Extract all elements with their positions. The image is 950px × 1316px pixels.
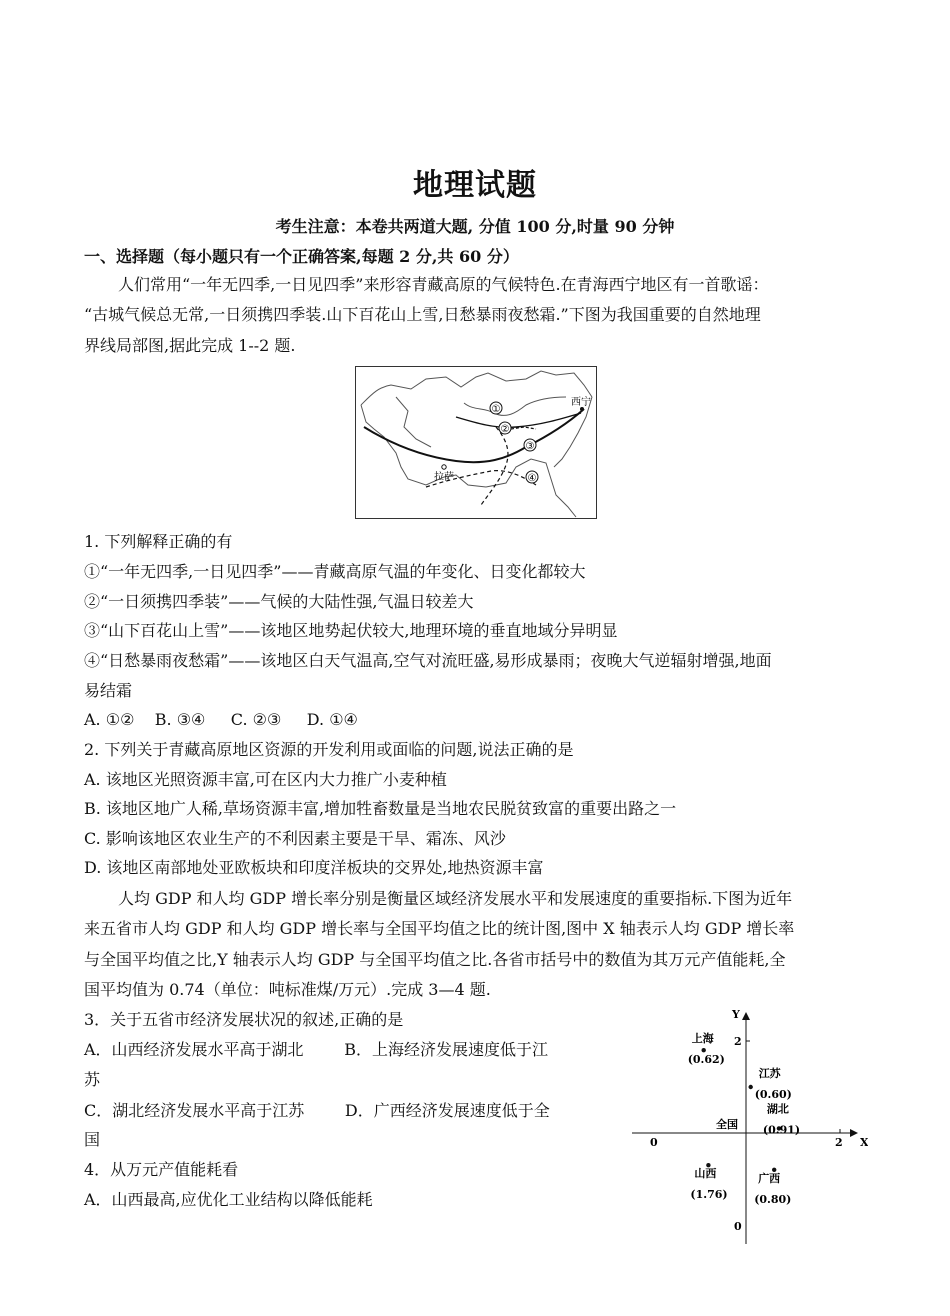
map-marker-4: ④ [527,473,537,484]
boundary-dashed-1 [481,427,508,505]
q1-item: ②“一日须携四季装”——气候的大陆性强,气温日较差大 [84,592,474,611]
x-axis-arrow [850,1129,858,1137]
q2-option-d: D. 该地区南部地处亚欧板块和印度洋板块的交界处,地热资源丰富 [84,858,544,877]
q2-option-a: A. 该地区光照资源丰富,可在区内大力推广小麦种植 [84,770,447,789]
x-axis-label: X [860,1136,868,1149]
q3-option-line: C．湖北经济发展水平高于江苏 D．广西经济发展速度低于全 [84,1101,550,1120]
boundary-map [356,367,596,518]
passage1-line: 人们常用“一年无四季,一日见四季”来形容青藏高原的气候特色.在青海西宁地区有一首歌谣： [118,275,769,294]
q2-stem: 2. 下列关于青藏高原地区资源的开发利用或面临的问题,说法正确的是 [84,740,574,759]
point-energy-label: (0.62) [687,1053,725,1067]
y-tick-label: 2 [734,1035,742,1048]
scatter-point [749,1085,753,1089]
passage2-line: 来五省市人均 GDP 和人均 GDP 增长率与全国平均值之比的统计图,图中 X 轴表示人均 GDP 增长率 [84,919,795,938]
q1-item: ③“山下百花山上雪”——该地区地势起伏较大,地理环境的垂直地域分异明显 [84,621,618,640]
q2-option-b: B. 该地区地广人稀,草场资源丰富,增加牲畜数量是当地农民脱贫致富的重要出路之一 [84,799,677,818]
map-marker-3: ③ [525,441,535,452]
map-marker-1: ① [491,404,501,415]
y-axis-arrow [742,1012,750,1020]
map-border-north [361,371,592,405]
q4-option-a: A．山西最高,应优化工业结构以降低能耗 [84,1190,373,1209]
q3-stem: 3．关于五省市经济发展状况的叙述,正确的是 [84,1010,404,1029]
map-label-lasa: 拉萨 [434,472,454,483]
passage1-line: 界线局部图,据此完成 1--2 题. [84,336,296,355]
q1-item: ①“一年无四季,一日见四季”——青藏高原气温的年变化、日变化都较大 [84,562,586,581]
q3-option-line: A．山西经济发展水平高于湖北 B．上海经济发展速度低于江 [84,1040,549,1059]
q1-stem: 1. 下列解释正确的有 [84,532,233,551]
point-energy-label: (0.91) [762,1123,801,1137]
q4-stem: 4．从万元产值能耗看 [84,1160,239,1179]
section-heading: 一、选择题（每小题只有一个正确答案,每题 2 分,共 60 分） [84,247,519,266]
y-tick-label: 0 [734,1220,742,1233]
q2-option-c: C. 影响该地区农业生产的不利因素主要是干旱、霜冻、风沙 [84,829,506,848]
scatter-point [702,1048,706,1052]
x-tick-label: 2 [835,1136,843,1149]
exam-notice: 考生注意：本卷共两道大题, 分值 100 分,时量 90 分钟 [275,217,675,236]
boundary-line-main [364,409,584,462]
point-label: 上海 [691,1032,714,1046]
point-energy-label: (1.76) [690,1188,728,1202]
q3-option-line: 国 [84,1130,101,1149]
y-axis-label: Y [732,1008,740,1021]
map-river [396,397,431,447]
origin-label: 全国 [716,1118,738,1131]
passage2-line: 人均 GDP 和人均 GDP 增长率分别是衡量区域经济发展水平和发展速度的重要指标.下图为近年 [118,889,793,908]
map-label-xining: 西宁 [571,397,591,408]
boundary-map-figure [355,366,597,519]
passage2-line: 国平均值为 0.74（单位：吨标准煤/万元）.完成 3—4 题. [84,980,491,999]
q1-item: 易结霜 [84,681,133,700]
point-label: 广西 [758,1171,781,1185]
map-border-south [486,459,576,517]
q1-item: ④“日愁暴雨夜愁霜”——该地区白天气温高,空气对流旺盛,易形成暴雨；夜晚大气逆辐射增强,地面 [84,651,772,670]
gdp-ratio-chart [628,1008,868,1248]
point-energy-label: (0.60) [754,1088,792,1101]
passage1-line: “古城气候总无常,一日须携四季装.山下百花山上雪,日愁暴雨夜愁霜.”下图为我国重要的自然地理 [84,305,761,324]
point-label: 山西 [694,1167,717,1181]
page-title: 地理试题 [413,168,537,203]
map-marker-2: ② [500,424,510,435]
point-label: 江苏 [758,1067,781,1080]
passage2-line: 与全国平均值之比,Y 轴表示人均 GDP 与全国平均值之比.各省市括号中的数值为其万元产值能耗,全 [84,950,786,969]
point-label: 湖北 [766,1102,789,1116]
gdp-ratio-chart-svg [628,1008,868,1248]
lasa-marker [442,465,446,469]
map-river [464,397,566,415]
point-energy-label: (0.80) [754,1192,792,1206]
x-tick-label: 0 [650,1136,658,1149]
q1-options: A. ①② B. ③④ C. ②③ D. ①④ [84,710,358,729]
q3-option-line: 苏 [84,1070,101,1089]
map-border-west [361,405,486,487]
